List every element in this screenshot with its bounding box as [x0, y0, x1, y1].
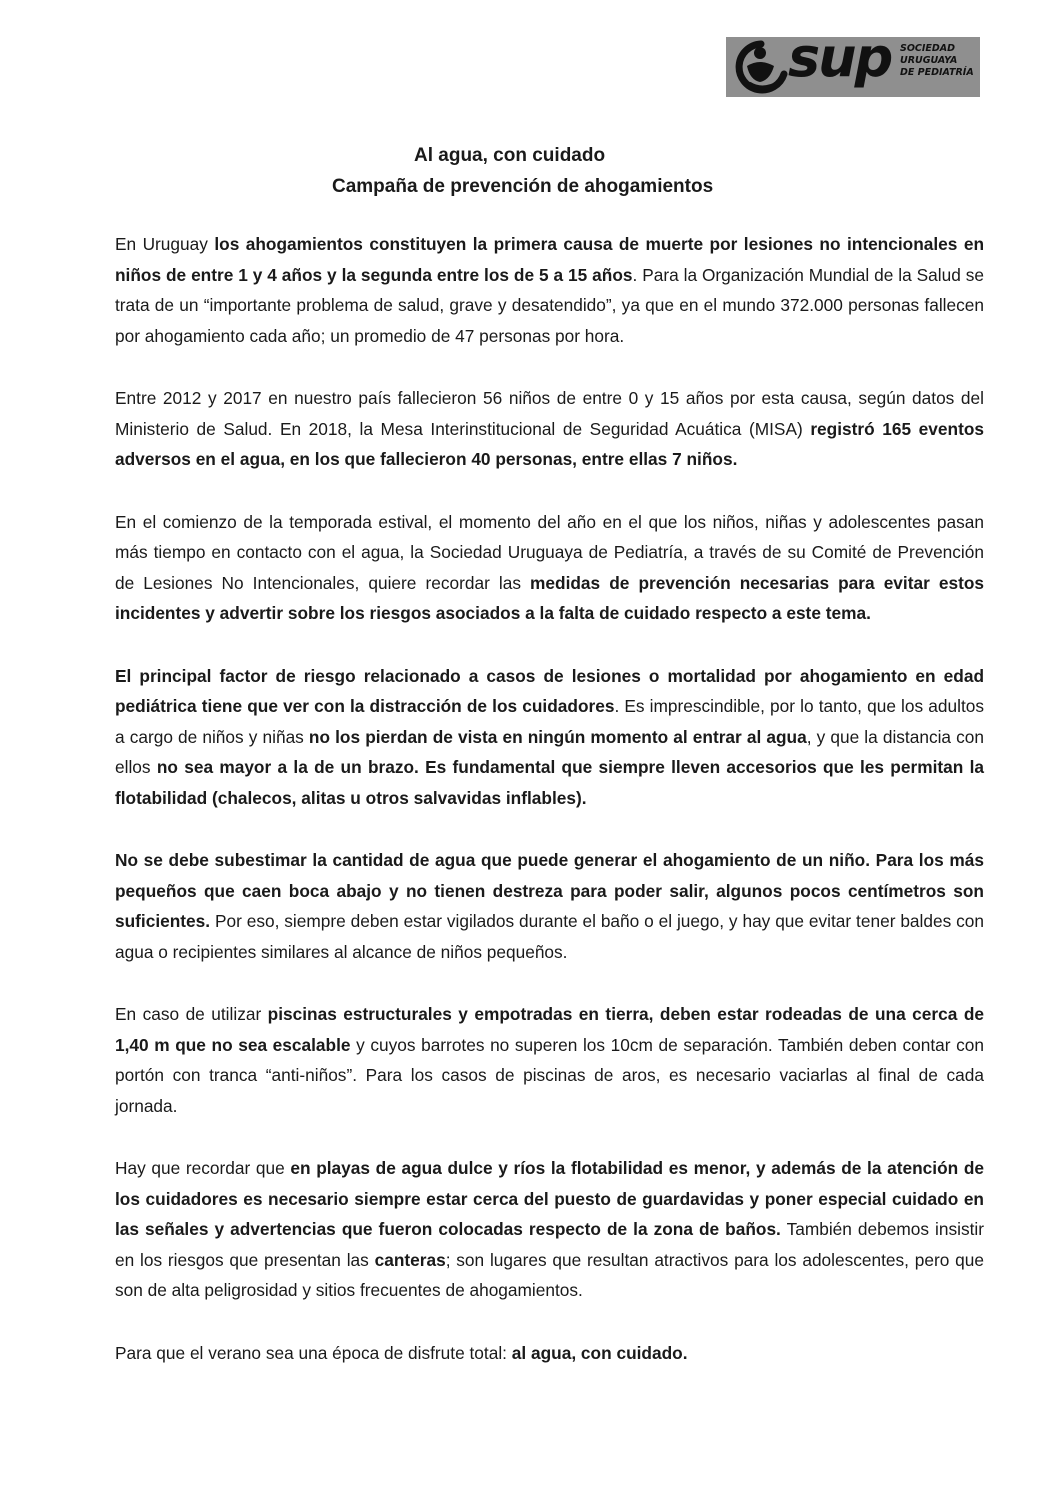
- title-line-1: Al agua, con cuidado: [414, 145, 606, 166]
- body-text: En Uruguay: [115, 234, 215, 254]
- body-text: ; son lugares que resultan atractivos para los adolescentes, pero que son de alta peligrosidad y sitios frecuentes de ahogamientos.: [115, 1249, 984, 1300]
- logo-subtitle-line: URUGUAYA: [900, 55, 958, 66]
- bold-text: registró 165 eventos adversos en el agua, en los que fallecieron 40 personas, entre ellas 7 niños.: [115, 418, 984, 469]
- bold-text: medidas de prevención necesarias para evitar estos incidentes y advertir sobre los riesgos asociados a la falta de cuidado respecto a este tema.: [115, 572, 985, 623]
- logo-subtitle-line: DE PEDIATRÍA: [900, 67, 974, 78]
- bold-text: piscinas estructurales y empotradas en tierra, deben estar rodeadas de una cerca de 1,40 m que no sea escalable: [115, 1004, 984, 1055]
- body-paragraph: [115, 1153, 984, 1306]
- title-line-2: Campaña de prevención de ahogamientos: [332, 176, 714, 197]
- bold-text: no sea mayor a la de un brazo. Es fundamental que siempre lleven accesorios que les permitan la flotabilidad (chalecos, alitas u otros salvavidas inflables).: [115, 757, 984, 808]
- body-paragraph: [115, 845, 984, 967]
- body-paragraph: [115, 383, 984, 475]
- bold-text: no los pierdan de vista en ningún momento al entrar al agua: [308, 726, 807, 747]
- bold-text: los ahogamientos constituyen la primera causa de muerte por lesiones no intencionales en niños de entre 1 y 4 años y la segunda entre los de 5 a 15 años: [115, 234, 984, 285]
- body-text: En caso de utilizar: [115, 1004, 268, 1024]
- body-text: . Es imprescindible, por lo tanto, que los adultos a cargo de niños y niñas: [115, 696, 985, 747]
- body-text: Hay que recordar que: [115, 1158, 291, 1178]
- body-text: En el comienzo de la temporada estival, el momento del año en el que los niños, niñas y adolescentes pasan más tiempo en contacto con el agua, la Sociedad Uruguaya de Pediatría, a través de su Comité de Prevención de Lesiones No Intencionales, quiere recordar las: [115, 511, 984, 593]
- body-text: Por eso, siempre deben estar vigilados durante el baño o el juego, y hay que evitar tener baldes con agua o recipientes similares al alcance de niños pequeños.: [115, 911, 984, 962]
- body-paragraph: [115, 661, 984, 814]
- bold-text: canteras: [374, 1249, 446, 1270]
- body-paragraph: [115, 507, 984, 629]
- bold-text: en playas de agua dulce y ríos la flotabilidad es menor, y además de la atención de los cuidadores es necesario siempre estar cerca del puesto de guardavidas y poner especial cuidado en las señales y advertencias que fueron colocadas respecto de la zona de baños.: [115, 1158, 985, 1239]
- body-text: , y que la distancia con ellos: [115, 726, 984, 777]
- body-paragraph: [115, 229, 984, 351]
- bold-text: al agua, con cuidado.: [511, 1342, 688, 1363]
- logo-wordmark: sup: [788, 26, 892, 89]
- body-paragraph: [115, 1338, 984, 1369]
- body-paragraph: [115, 999, 984, 1121]
- logo-subtitle: [900, 43, 980, 79]
- mother-child-logo-icon: [730, 40, 792, 94]
- body-text: y cuyos barrotes no superen los 10cm de separación. También deben contar con portón con tranca “anti-niños”. Para los casos de piscinas de aros, es necesario vaciarlas al final de cada jornada.: [115, 1034, 985, 1116]
- body-text: Entre 2012 y 2017 en nuestro país fallecieron 56 niños de entre 0 y 15 años por esta causa, según datos del Ministerio de Salud. En 2018, la Mesa Interinstitucional de Seguridad Acuática (MISA): [115, 388, 984, 439]
- document-body: [115, 229, 984, 1400]
- bold-text: No se debe subestimar la cantidad de agua que puede generar el ahogamiento de un niño. Para los más pequeños que caen boca abajo y no tienen destreza para poder salir, algunos pocos centímetros son suficientes.: [115, 850, 984, 931]
- body-text: Para que el verano sea una época de disfrute total:: [115, 1342, 512, 1363]
- bold-text: El principal factor de riesgo relacionado a casos de lesiones o mortalidad por ahogamiento en edad pediátrica tiene que ver con la distracción de los cuidadores: [115, 665, 984, 716]
- sup-logo: [726, 26, 980, 97]
- body-text: . Para la Organización Mundial de la Salud se trata de un “importante problema de salud, grave y desatendido”, ya que en el mundo 372.000 personas fallecen por ahogamiento cada año; un promedio de 47 personas por hora.: [115, 264, 984, 346]
- body-text: También debemos insistir en los riesgos que presentan las: [115, 1219, 984, 1270]
- logo-subtitle-line: SOCIEDAD: [900, 43, 956, 54]
